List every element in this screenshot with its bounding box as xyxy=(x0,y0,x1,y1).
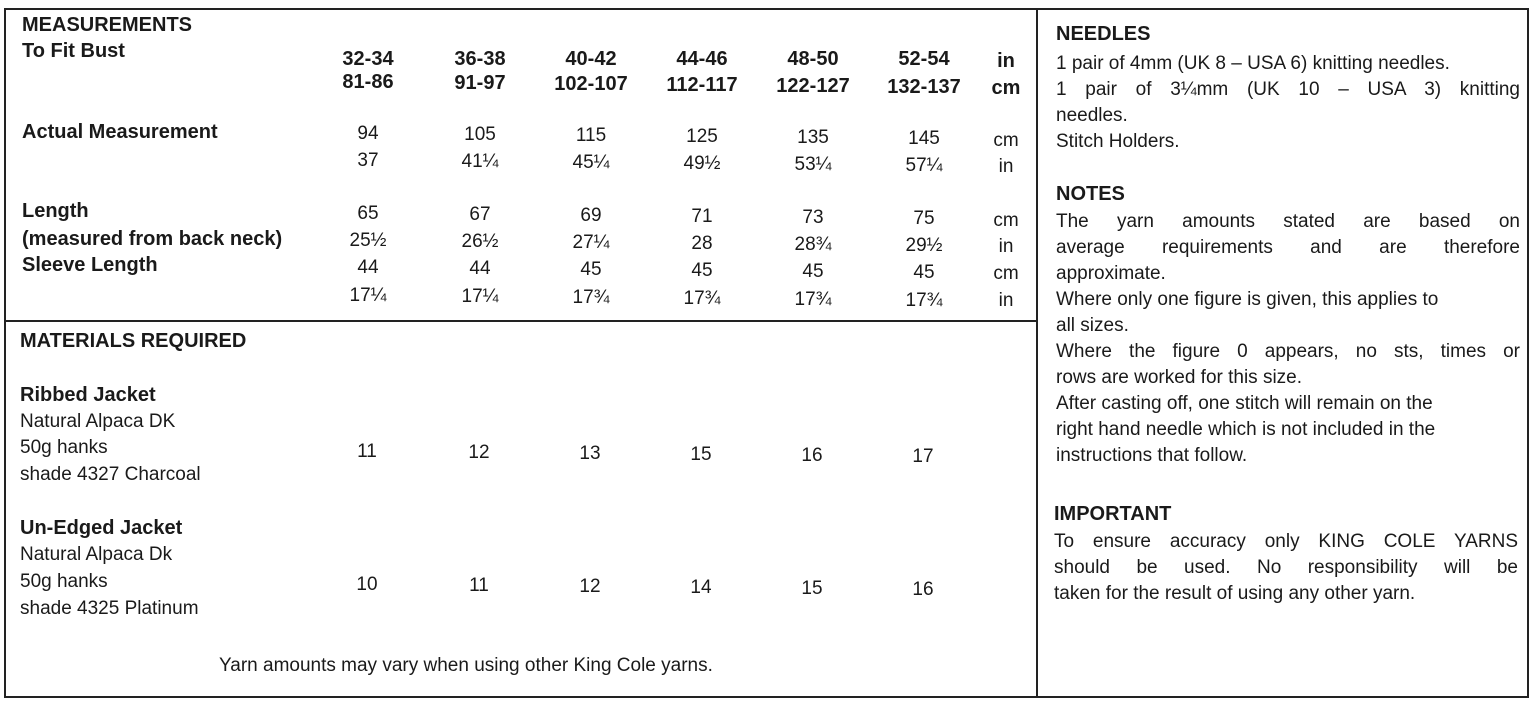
sleeve-in-cell: 17¾ xyxy=(905,290,943,311)
notes-line: After casting off, one stitch will remain on the xyxy=(1056,393,1433,414)
ribbed-amount-cell: 16 xyxy=(801,445,823,466)
unedged-jacket-title: Un-Edged Jacket xyxy=(20,517,183,539)
actual-in-cell: 37 xyxy=(357,150,379,171)
materials-heading: MATERIALS REQUIRED xyxy=(20,330,247,352)
yarn-footnote: Yarn amounts may vary when using other King Cole yarns. xyxy=(219,655,713,676)
actual-in-cell: 53¼ xyxy=(794,154,832,175)
needles-line: needles. xyxy=(1056,105,1128,126)
unit-label: cm xyxy=(991,77,1021,99)
notes-text xyxy=(1056,209,1520,469)
actual-cm-cell: 135 xyxy=(797,127,829,148)
size-cm-cell: 112-117 xyxy=(666,74,738,96)
size-in-cell: 48-50 xyxy=(787,48,839,70)
ribbed-amount-cell: 15 xyxy=(690,444,712,465)
length-in-cell: 25½ xyxy=(349,230,387,251)
notes-line: Where only one figure is given, this applies to xyxy=(1056,289,1439,310)
length-cm-cell: 65 xyxy=(357,203,379,224)
important-text xyxy=(1054,529,1518,607)
important-line: To ensure accuracy only KING COLE YARNS xyxy=(1054,531,1518,552)
ribbed-yarn-line: Natural Alpaca DK xyxy=(20,411,176,432)
actual-measurement-label: Actual Measurement xyxy=(22,121,218,143)
sleeve-cm-cell: 45 xyxy=(691,260,713,281)
notes-line: instructions that follow. xyxy=(1056,445,1248,466)
length-label: Length xyxy=(22,200,89,222)
unit-label: in xyxy=(998,236,1014,257)
sleeve-in-cell: 17¾ xyxy=(572,287,610,308)
length-in-cell: 29½ xyxy=(905,235,943,256)
unedged-amount-cell: 14 xyxy=(690,577,712,598)
size-in-cell: 44-46 xyxy=(676,48,728,70)
notes-line: rows are worked for this size. xyxy=(1056,367,1303,388)
size-cm-cell: 132-137 xyxy=(887,76,961,98)
size-cm-cell: 81-86 xyxy=(342,71,394,93)
unit-label: cm xyxy=(993,210,1019,231)
unedged-amount-cell: 10 xyxy=(356,574,378,595)
ribbed-amount-cell: 12 xyxy=(468,442,490,463)
unedged-yarn-line: Natural Alpaca Dk xyxy=(20,544,173,565)
size-in-cell: 36-38 xyxy=(454,48,506,70)
ribbed-amount-cell: 17 xyxy=(912,446,934,467)
size-in-cell: 52-54 xyxy=(898,48,950,70)
size-cm-cell: 102-107 xyxy=(554,73,628,95)
size-cm-cell: 122-127 xyxy=(776,75,850,97)
notes-line: right hand needle which is not included in the xyxy=(1056,419,1436,440)
length-in-cell: 28 xyxy=(691,233,713,254)
unedged-amount-cell: 15 xyxy=(801,578,823,599)
length-in-cell: 27¼ xyxy=(572,232,610,253)
notes-line: average requirements and are therefore xyxy=(1056,237,1520,258)
actual-cm-cell: 125 xyxy=(686,126,718,147)
ribbed-yarn-line: 50g hanks xyxy=(20,437,108,458)
ribbed-amount-cell: 11 xyxy=(357,441,377,462)
sleeve-cm-cell: 45 xyxy=(913,262,935,283)
sleeve-cm-cell: 44 xyxy=(357,257,379,278)
unedged-amount-cell: 16 xyxy=(912,579,934,600)
actual-in-cell: 41¼ xyxy=(461,151,499,172)
actual-cm-cell: 105 xyxy=(464,124,496,145)
length-cm-cell: 73 xyxy=(802,207,824,228)
ribbed-amount-cell: 13 xyxy=(579,443,601,464)
notes-line: Where the figure 0 appears, no sts, times or xyxy=(1056,341,1520,362)
actual-cm-cell: 94 xyxy=(357,123,379,144)
actual-cm-cell: 115 xyxy=(575,125,607,146)
sleeve-cm-cell: 45 xyxy=(802,261,824,282)
needles-heading: NEEDLES xyxy=(1056,23,1151,45)
actual-in-cell: 45¼ xyxy=(572,152,610,173)
length-cm-cell: 67 xyxy=(469,204,491,225)
length-sub-label: (measured from back neck) xyxy=(22,228,283,250)
unit-label: cm xyxy=(993,263,1019,284)
ribbed-jacket-title: Ribbed Jacket xyxy=(20,384,156,406)
notes-line: approximate. xyxy=(1056,263,1166,284)
size-cm-cell: 91-97 xyxy=(454,72,506,94)
ribbed-yarn-line: shade 4327 Charcoal xyxy=(20,464,201,485)
length-in-cell: 28¾ xyxy=(794,234,832,255)
notes-line: The yarn amounts stated are based on xyxy=(1056,211,1520,232)
unit-label: in xyxy=(997,50,1015,72)
size-in-cell: 40-42 xyxy=(565,48,617,70)
fit-bust-label: To Fit Bust xyxy=(22,40,125,62)
needles-line: Stitch Holders. xyxy=(1056,131,1180,152)
section-divider xyxy=(4,320,1037,322)
unit-label: cm xyxy=(993,130,1019,151)
important-line: taken for the result of using any other yarn. xyxy=(1054,583,1416,604)
important-heading: IMPORTANT xyxy=(1054,503,1172,525)
actual-cm-cell: 145 xyxy=(908,128,940,149)
sleeve-in-cell: 17¾ xyxy=(794,289,832,310)
needles-line: 1 pair of 4mm (UK 8 – USA 6) knitting needles. xyxy=(1056,53,1450,74)
sleeve-length-label: Sleeve Length xyxy=(22,254,158,276)
unedged-amount-cell: 11 xyxy=(469,575,489,596)
length-cm-cell: 75 xyxy=(913,208,935,229)
notes-heading: NOTES xyxy=(1056,183,1125,205)
length-in-cell: 26½ xyxy=(461,231,499,252)
sleeve-in-cell: 17¾ xyxy=(683,288,721,309)
actual-in-cell: 49½ xyxy=(683,153,721,174)
sleeve-cm-cell: 45 xyxy=(580,259,602,280)
unit-label: in xyxy=(998,290,1014,311)
important-line: should be used. No responsibility will be xyxy=(1054,557,1518,578)
actual-in-cell: 57¼ xyxy=(905,155,943,176)
sleeve-in-cell: 17¼ xyxy=(461,286,499,307)
unedged-yarn-line: shade 4325 Platinum xyxy=(20,598,199,619)
sleeve-in-cell: 17¼ xyxy=(349,285,387,306)
sleeve-cm-cell: 44 xyxy=(469,258,491,279)
notes-line: all sizes. xyxy=(1056,315,1129,336)
unedged-amount-cell: 12 xyxy=(579,576,601,597)
length-cm-cell: 69 xyxy=(580,205,602,226)
measurements-heading: MEASUREMENTS xyxy=(22,14,193,36)
needles-line: 1 pair of 3¼mm (UK 10 – USA 3) knitting xyxy=(1056,79,1520,100)
needles-text xyxy=(1056,51,1520,155)
unit-label: in xyxy=(998,156,1014,177)
column-divider xyxy=(1036,8,1038,698)
size-in-cell: 32-34 xyxy=(342,48,394,70)
unedged-yarn-line: 50g hanks xyxy=(20,571,108,592)
length-cm-cell: 71 xyxy=(691,206,713,227)
